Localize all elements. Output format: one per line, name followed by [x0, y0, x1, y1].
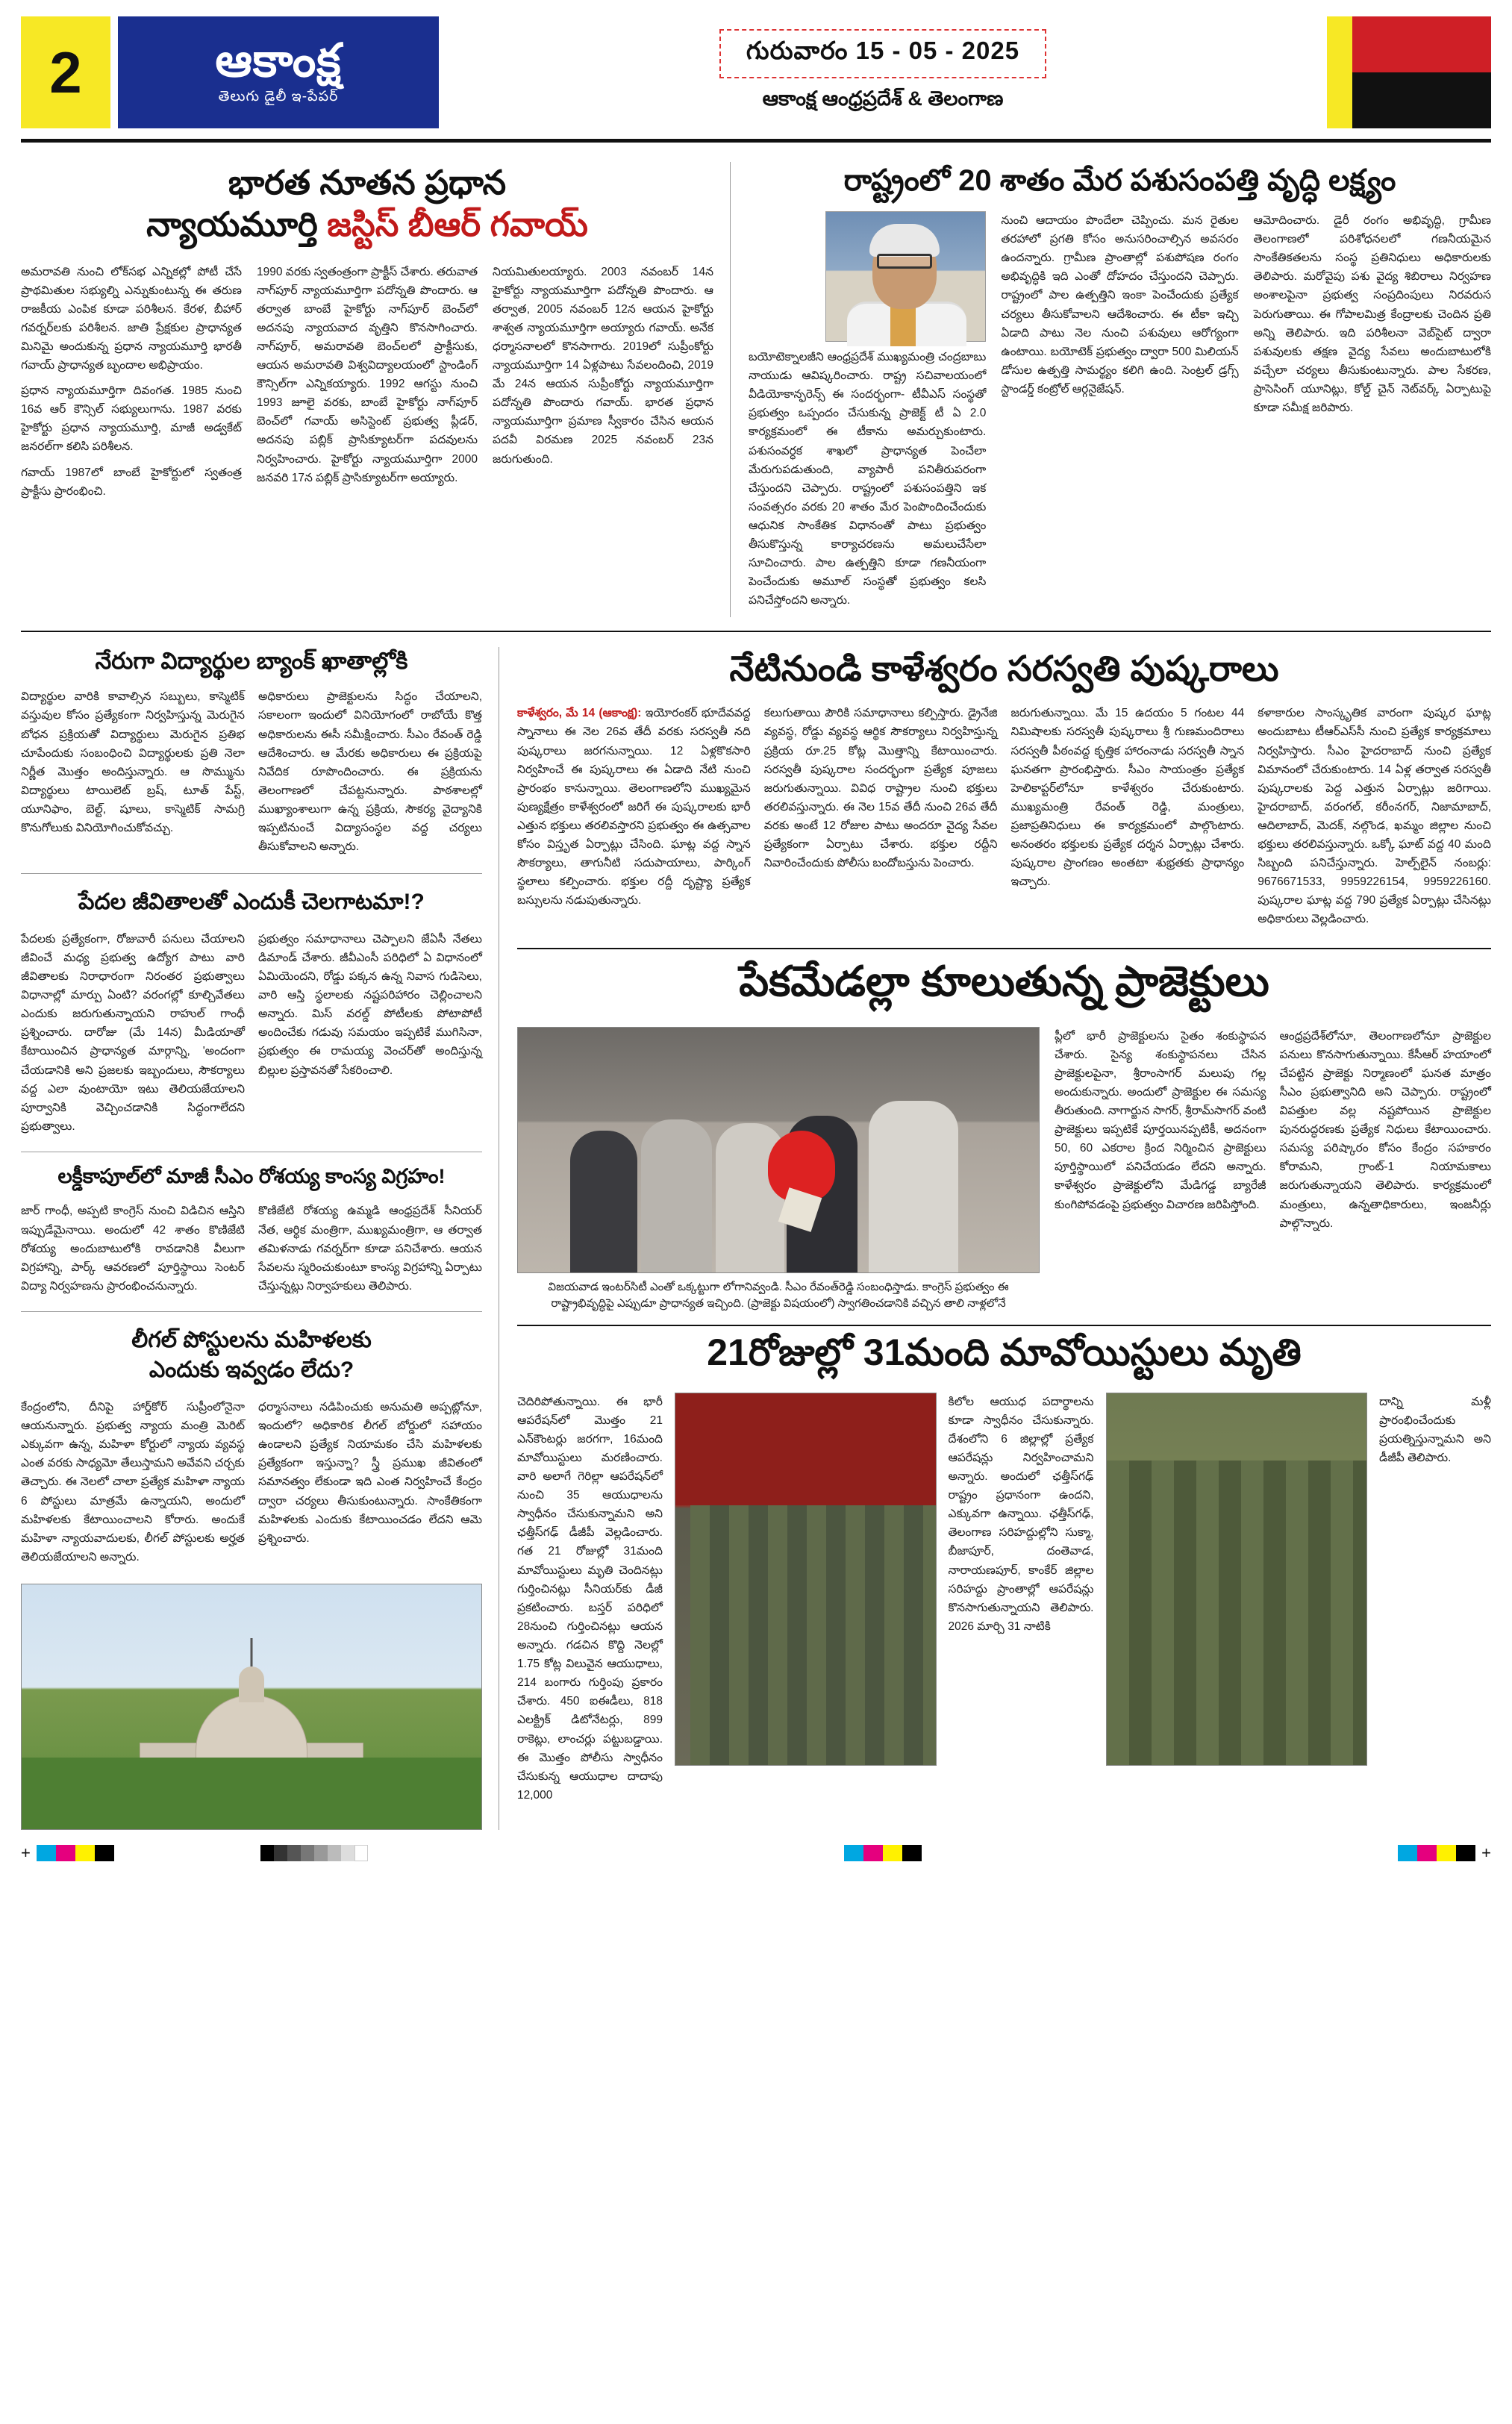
story-pushkaralu — [517, 647, 1491, 936]
photo-scarf — [890, 304, 916, 346]
paragraph: నియమితులయ్యారు. 2003 నవంబర్ 14న హైకోర్టు న్యాయమూర్తిగా పదోన్నతి పొందారు. ఆ తర్వాత, 2005 నవంబర్ 12న ఆయన హైకోర్టు శాశ్వత న్యాయమూర్తిగా అయ్యారు గవాయ్. అనేక ధర్మాసనాలలో కొనసాగారు. 2019లో సుప్రీంకోర్టు న్యాయమూర్తిగా 14 ఏళ్లపాటు సేవలందించి, 2019 మే 24న ఆయన సుప్రీంకోర్టు న్యాయమూర్తిగా పదోన్నతి పొందారు గవాయ్. భారత ప్రధాన న్యాయమూర్తిగా ప్రమాణ స్వీకారం చేసిన ఆయన పదవీ విరమణ 2025 నవంబర్ 23న జరుగుతుంది. — [493, 265, 713, 466]
story-projects — [517, 957, 1491, 1313]
pushkaralu-column-3 — [1011, 704, 1245, 935]
flag-black-band — [1352, 72, 1491, 128]
cji-column-2 — [257, 263, 478, 507]
red-banner — [675, 1393, 936, 1505]
legal-posts-columns — [21, 1398, 482, 1573]
date-block — [439, 16, 1327, 128]
logo-subtitle: తెలుగు డైలీ ఇ‑పేపర్ — [218, 88, 339, 104]
projects-photo-block — [517, 1027, 1040, 1313]
pushkaralu-headline: నేటినుండి కాళేశ్వరం సరస్వతి పుష్కరాలు — [729, 648, 1279, 688]
registration-mark-right: + — [1481, 1843, 1491, 1862]
paragraph: ప్రధాన న్యాయమూర్తిగా దివంగత. 1985 నుంచి 16వ ఆర్ కౌన్సిల్ సభ్యులుగాను. 1987 వరకు హైకోర్టు ప్రధాన న్యాయమూర్తి, మాజీ అడ్వకేట్ జనరల్‌గా కలిసి పరిశీలన. — [21, 384, 242, 454]
cji-headline-line2 — [21, 204, 713, 246]
maoists-headline: 21రోజుల్లో 31మంది మావోయిస్టులు మృతి — [707, 1331, 1302, 1373]
color-bar-2 — [844, 1845, 922, 1861]
masthead-rule — [21, 139, 1491, 143]
pushkaralu-column-1 — [517, 704, 751, 935]
legal-posts-headline-line1: లీగల్ పోస్టులను మహిళలకు — [131, 1327, 372, 1352]
scholarship-headline: నేరుగా విద్యార్థుల బ్యాంక్ ఖాతాల్లోకి — [95, 647, 408, 674]
projects-column-1 — [1055, 1027, 1266, 1313]
paragraph: చెదిరిపోతున్నాయి. ఈ భారీ ఆపరేషన్‌లో మొత్తం 21 ఎన్‌కౌంటర్లు జరగగా, 16మంది మావోయిస్టులు మరణించారు. వారి అలాగే గెరిల్లా ఆపరేషన్‌లో నుంచి 35 ఆయుధాలను స్వాధీనం చేసుకున్నామని అని ఛత్తీస్‌గఢ్ డీజీపీ వెల్లడించారు. గత 21 రోజుల్లో 31మంది మావోయిస్టులు మృతి చెందినట్లు గుర్తించినట్లు సీనియర్‌కు డీజీ ప్రకటించారు. బస్తర్ పరిధిలో 28నుంచి గుర్తించినట్లు ఆయన అన్నారు. గడచిన కొద్ది నెలల్లో 1.75 కోట్ల విలువైన ఆయుధాలు, 214 బంగారు గుర్తింపు ప్రకారం చేశారు. 450 ఐఈడీలు, 818 ఎలక్ట్రిక్ డిటోనేటర్లు, 899 రాకెట్లు, లాంచర్లు పట్టుబడ్డాయి. ఈ మొత్తం పోలీసు స్వాధీనం చేసుకున్న ఆయుధాల దాదాపు 12,000 — [517, 1395, 663, 1802]
story-poor-lives — [21, 887, 482, 1143]
right-column-stack — [499, 647, 1491, 1830]
court-lawn — [22, 1758, 481, 1829]
livestock-column-2 — [1001, 211, 1238, 617]
rosaiah-headline: లక్డీకాపూల్‌లో మాజీ సీఎం రోశయ్య కాంస్య విగ్రహం! — [57, 1164, 446, 1187]
newspaper-logo — [118, 16, 439, 128]
poor-lives-columns — [21, 930, 482, 1143]
cji-headline-plain: న్యాయమూర్తి — [146, 205, 328, 244]
poor-lives-column-2 — [258, 930, 482, 1143]
poor-lives-headline: పేదల జీవితాలతో ఎందుకీ చెలగాటమా!? — [78, 890, 425, 915]
top-section — [21, 162, 1491, 617]
person-2 — [641, 1119, 712, 1272]
edition-label: ఆకాంక్ష ఆంధ్రప్రదేశ్ & తెలంగాణ — [762, 87, 1004, 110]
livestock-column-3 — [1254, 211, 1491, 617]
cji-column-3 — [493, 263, 713, 507]
paragraph: కళాకారుల సాంస్కృతిక వారంగా పుష్కర ఘాట్ల అందుబాటు టీఆర్‌ఎస్‌సీ నుంచి ప్రత్యేక కార్యక్రమాలు నిర్వహిస్తారు. సీఎం హైదరాబాద్ నుంచి ప్రత్యేక విమానంలో చేరుకుంటారు. 14 ఏళ్ల తర్వాత సరస్వతీ పుష్కరాలకు పెద్ద ఎత్తున ఏర్పాట్లు జరిగాయి. హైదరాబాద్, వరంగల్, కరీంనగర్, నిజామాబాద్, ఆదిలాబాద్, మెదక్, నల్గొండ, ఖమ్మం జిల్లాల నుంచి భక్తులు తరలివస్తున్నారు. ఒక్కో ఘాట్ వద్ద 40 మంది సిబ్బంది పనిచేస్తున్నారు. హెల్ప్‌లైన్ నంబర్లు: 9676671533, 9959226154, 9959226160. పుష్కరాల ఘాట్ల వద్ద 790 ప్రత్యేక ఏర్పాట్లు చేసినట్లు అధికారులు వెల్లడించారు. — [1258, 707, 1491, 926]
cji-column-1 — [21, 263, 242, 507]
paragraph: నుంచి ఆదాయం పొందేలా చెప్పించు. మన రైతుల తరహాలో ప్రగతి కోసం అనుసరించాల్సిన అవసరం ఉందన్నారు. గ్రామీణ ప్రాంతాల్లో పశుపోషణ రంగం అభివృద్ధికి ఇది ఎంతో దోహదం చేస్తుందని చెప్పారు. రాష్ట్రంలో పాల ఉత్పత్తిని ఇంకా పెంచేందుకు ప్రత్యేక చర్యలు తీసుకోవాలని ఆదేశించారు. ఈ టీకా ఇచ్చి ఏడాది పాటు నెల నుంచి పశువులు ఆరోగ్యంగా ఉంటాయి. బయోటెక్ ప్రభుత్వం ద్వారా 500 మిలియన్ డోసుల ఉత్పత్తి సామర్థ్యం కలిగి ఉంది. సెంట్రల్ డ్రగ్స్ స్టాండర్డ్ కంట్రోల్ ఆర్గనైజేషన్. — [1001, 214, 1239, 396]
cadre-row — [690, 1505, 937, 1766]
projects-body — [517, 1027, 1491, 1313]
pushkaralu-columns — [517, 704, 1491, 935]
publication-date: గురువారం 15 - 05 - 2025 — [719, 29, 1046, 78]
legal-posts-column-2 — [258, 1398, 482, 1573]
paragraph: ప్రభుత్వం సమాధానాలు చెప్పాలని జేఏసీ నేతలు డిమాండ్ చేశారు. జీవీఎంసీ పరిధిలో ఏ విధానంలో ఏమియెందని, రోడ్డు పక్కన ఉన్న నివాస గుడిసెలు, వారి ఆస్తి స్థలాలకు నష్టపరిహారం చెల్లించాలని అన్నారు. మిస్ వరల్డ్ పోటీలకు పోటాపోటీ అందించేకు గడువు సమయం ఇప్పటికే ముగిసినా, ప్రభుత్వం ఈ రామయ్య వెంచర్‌తో అందిస్తున్న బిల్లుల ప్రస్తావనతో సేకరించాలి. — [258, 932, 482, 1077]
chandrababu-photo — [825, 211, 986, 342]
masthead — [21, 16, 1491, 128]
divider — [517, 948, 1491, 949]
paragraph: ఆమోదించారు. డైరీ రంగం అభివృద్ధి, గ్రామీణ తెలంగాణలో పరిశోధనలలో గణనీయమైన సాంకేతికతలను సంస్థ ప్రతినిధులు అధికారులకు తెలిపారు. మరోవైపు పశు వైద్య శిబిరాలు నిర్వహణ అంశాలపైనా ప్రభుత్వ సంప్రదింపులు నిరవరుస పెరుగుతాయి. ఈ గోపాలమిత్ర కేంద్రాలకు చెందిన ప్రతి అన్ని తెలిపారు. ఇది పరిశీలనా వెబ్‌సైట్ ద్వారా పశువులకు తక్షణ వైద్య సేవలు అందుబాటులోకి వచ్చేలా చర్యలు తీసుకుంటున్నారు. పాల సేకరణ, ప్రాసెసింగ్ యూనిట్లు, కోల్డ్ చైన్ నెట్‌వర్క్ ఏర్పాటుపై కూడా సమీక్ష జరిపారు. — [1253, 214, 1491, 415]
projects-photo-caption: విజయవాడ ఇంటర్‌సిటీ ఎంతో ఒక్కట్టుగా లోగానివ్వండి. సీఎం రేవంత్‌రెడ్డి సంబంధిస్తాడు. కాంగ్రెస్ ప్రభుత్వం ఈ రాష్ట్రాభివృద్ధిపై ఎప్పుడూ ప్రాధాన్యత ఇచ్చింది. (ప్రాజెక్టు విషయంలో) స్వాగతించడానికి వచ్చిన తాలి నాళ్లలోనే — [548, 1280, 1009, 1311]
maoists-column-1 — [517, 1393, 663, 1811]
logo-title: ఆకాంక్ష — [215, 35, 342, 87]
flag-pole-icon — [251, 1638, 253, 1666]
projects-headline: పేకమేడల్లా కూలుతున్న ప్రాజెక్టులు — [739, 957, 1269, 1005]
newspaper-page — [0, 16, 1512, 2424]
maoists-photo-2 — [1106, 1393, 1368, 1766]
person-5 — [869, 1101, 958, 1272]
legal-posts-column-1 — [21, 1398, 245, 1573]
page-number: 2 — [21, 16, 110, 128]
photo-glasses — [877, 254, 932, 269]
paragraph: కొణిజేటి రోశయ్య ఉమ్మడి ఆంధ్రప్రదేశ్ సీనియర్ నేత, ఆర్థిక మంత్రిగా, ముఖ్యమంత్రిగా, ఆ తర్వాత తమిళనాడు గవర్నర్‌గా కూడా పనిచేశారు. ఆయన సేవలను స్మరించుకుంటూ కాంస్య విగ్రహాన్ని ఏర్పాటు చేస్తున్నట్లు నిర్వాహకులు తెలిపారు. — [258, 1205, 482, 1293]
flag-red-band — [1352, 16, 1491, 72]
paragraph: కలుగుతాయి పౌరికి సమాధానాలు కల్పిస్తారు. డ్రైనేజి వ్యవస్థ, రోడ్డు వ్యవస్థ ఆర్థిక సౌకర్యాలు నిర్వహిస్తున్న ప్రక్రియ రూ.25 కోట్ల మొత్తాన్ని కేటాయించారు. సరస్వతీ పుష్కరాల సందర్భంగా ప్రత్యేక పూజలు జరుగుతున్నాయి. వివిధ రాష్ట్రాల నుంచి భక్తులు తరలివస్తున్నారు. ఈ నెల 15వ తేదీ నుంచి 26వ తేదీ వరకు అంటే 12 రోజుల పాటు అందరూ వైద్య సేవల ప్రత్యేకంగా ఏర్పాటు చేశారు. భక్తుల రద్దీని నివారించేందుకు పోలీసు బందోబస్తును పెంచారు. — [763, 707, 998, 870]
maoists-column-3 — [1379, 1393, 1491, 1811]
scholarship-columns — [21, 687, 482, 863]
projects-column-2 — [1280, 1027, 1492, 1313]
paragraph: కిలోల ఆయుధ పదార్థాలను కూడా స్వాధీనం చేసుకున్నారు. దేశంలోని 6 జిల్లాల్లో ప్రత్యేక ఆపరేషన్లు నిర్వహించామని అన్నారు. అందులో ఛత్తీస్‌గఢ్ రాష్ట్రం ప్రధానంగా ఉందని, ఎక్కువగా ఉన్నాయి. ఛత్తీస్‌గఢ్, తెలంగాణ సరిహద్దుల్లోని సుక్మా, బీజాపూర్, దంతెవాడ, నారాయణపూర్, కాంకేర్ జిల్లాల సరిహద్దు ప్రాంతాల్లో ఆపరేషన్లు కొనసాగుతున్నాయని తెలిపారు. 2026 మార్చి 31 నాటికి — [948, 1395, 1094, 1633]
rosaiah-column-2 — [258, 1202, 482, 1302]
divider — [21, 873, 482, 874]
supreme-court-photo — [21, 1584, 482, 1830]
left-column-stack — [21, 647, 499, 1830]
legal-posts-headline — [21, 1325, 482, 1386]
dateline-text: ఇయోరంకర్ భూదేవవద్ద స్నానాలు ఈ నెల 26వ తేదీ వరకు సరస్వతీ నది పుష్కరాలు జరగనున్నాయి. 12 ఏళ్లకొకసారి నిర్వహించే ఈ పుష్కరాలు ఈ ఏడాది నేటి నుంచి ప్రారంభం కానున్నాయి. తెలంగాణలోని ముఖ్యమైన పుణ్యక్షేత్రం కాళేశ్వరంలో జరిగే ఈ పుష్కరాలకు భారీ ఎత్తున భక్తులు తరలివస్తారని ప్రభుత్వం ఈ ఉత్సవాల కోసం విస్తృత ఏర్పాట్లు చేసింది. ఘాట్ల వద్ద స్నాన సౌకర్యాలు, తాగునీటి సదుపాయాలు, పార్కింగ్ స్థలాలు కల్పించారు. భక్తుల రద్దీ దృష్ట్యా ప్రత్యేక బస్సులను నడుపుతున్నారు. — [517, 707, 751, 908]
legal-posts-headline-line2: ఎందుకు ఇవ్వడం లేదు? — [149, 1358, 354, 1383]
scholarship-column-2 — [258, 687, 482, 863]
pushkaralu-column-4 — [1258, 704, 1491, 935]
story-rosaiah-statue — [21, 1163, 482, 1302]
livestock-headline: రాష్ట్రంలో 20 శాతం మేర పశుసంపత్తి వృద్ధి లక్ష్యం — [843, 164, 1396, 197]
pushkaralu-column-2 — [764, 704, 998, 935]
paragraph: ధర్మాసనాలు నడిపించుకు అనుమతి అప్పట్లోనూ, ఇందులో? అధికారిక లీగల్ బోర్డులో సహాయం ఉండాలని ప్రత్యేక నియామకం చేసి మహిళలకు ప్రత్యేకంగా ఇస్తున్నా? స్త్రీ ప్రముఖ జీవితంలో సమానత్వం లేకుండా ఇది ఎంత నిర్వహించే కేంద్రం ద్వారా చర్యలు తీసుకుంటున్నారు. సాంకేతికంగా మహిళలకు ఎందుకు కేటాయించడం లేదని ఆమె ప్రశ్నించారు. — [258, 1400, 482, 1545]
paragraph: గవాయ్ 1987లో బాంబే హైకోర్టులో స్వతంత్ర ప్రాక్టీసు ప్రారంభించి. — [21, 466, 242, 498]
paragraph — [517, 704, 751, 910]
color-bar-1 — [37, 1845, 114, 1861]
dateline: కాళేశ్వరం, మే 14 (ఆకాంక్ష): — [517, 707, 642, 720]
court-dome — [196, 1695, 307, 1761]
photo-hair — [869, 224, 940, 257]
paragraph: ప్లీలో భారీ ప్రాజెక్టులను సైతం శంకుస్థాపన చేశారు. సైన్య శంకుస్థాపనలు చేసిన ప్రాజెక్టులపైనా, శ్రీరాంసాగర్ మలుపు గల్ల అందుకున్నారు. అందులో ప్రాజెక్టుల ఈ సమస్య తీరుతుంది. నాగార్జున సాగర్, శ్రీరామ్‌సాగర్ వంటి ప్రాజెక్టులు ఇప్పటికే పూర్తయినప్పటికీ, అదనంగా 50, 60 ఎకరాల క్రింద నిర్మించిన ప్రాజెక్టులు పూర్తిస్థాయిలో పనిచేయడం లేదని అన్నారు. కాళేశ్వరం ప్రాజెక్టులోని మేడిగడ్డ బ్యారేజీ కుంగిపోవడంపై ప్రభుత్వం విచారణ జరిపిస్తోంది. — [1055, 1029, 1266, 1211]
maoists-photo-1 — [675, 1393, 937, 1766]
court-dome-top — [239, 1666, 264, 1702]
story-legal-posts — [21, 1325, 482, 1573]
paragraph: అధికారులు ప్రాజెక్టులను సిద్ధం చేయాలని, సకాలంగా ఇందులో వినియోగంలో రాబోయే కొత్త అధికారులను ఈసీ సమీక్షించారు. సీఎం రేవంత్ రెడ్డి ఆదేశించారు. ఆ మేరకు అధికారులు ఈ ప్రక్రియపై నివేదిక రూపొందించారు. ఈ ప్రక్రియను తెలంగాణలో చేపట్టనున్నారు. పాఠశాలల్లో ముఖ్యాంశాలుగా ఉన్న ప్రక్రియ, సౌకర్య వైద్యానికి ఇప్పటినుంచే విద్యాసంస్థల వద్ద చర్యలు తీసుకోవాలని అన్నారు. — [258, 690, 482, 854]
cji-headline-line1: భారత నూతన ప్రధాన — [228, 163, 507, 202]
flag-strip — [1352, 16, 1491, 128]
forest-row — [1107, 1461, 1367, 1766]
section-divider-1 — [21, 631, 1491, 632]
paragraph: జరుగుతున్నాయి. మే 15 ఉదయం 5 గంటల 44 నిమిషాలకు సరస్వతీ పుష్కరాలు శ్రీ గుణమందిరాలు సరస్వతీ పీఠంవద్ద కృత్తిక హారంనాడు సరస్వతీ స్నాన ఘనతగా ప్రారంభిస్తారు. సీఎం సాయంత్రం ప్రత్యేక హెలికాప్టర్‌లోనూ కాళేశ్వరం చేరుకుంటారు. ముఖ్యమంత్రి రేవంత్ రెడ్డి, మంత్రులు, ప్రజాప్రతినిధులు ఈ కార్యక్రమంలో పాల్గొంటారు. అనంతరం భక్తులకు ప్రత్యేక దర్శన ఏర్పాట్లు చేశారు. పుష్కరాల ప్రాంగణం అంతటా శుభ్రతకు ప్రాధాన్యం ఇచ్చారు. — [1010, 707, 1245, 889]
paragraph: జార్ గాంధీ, అప్పటి కాంగ్రెస్ నుంచి విడిచిన ఆస్తిని ఇప్పుడేమైనాయి. అందులో 42 శాతం కొణిజేటి రోశయ్య అందుబాటులోకి రావడానికి వీలుగా విగ్రహాన్ని, పార్క్ ఆవరణలో పూర్తిస్థాయి సెంటర్ విద్యా నిర్వహణను ప్రారంభించనున్నారు. — [21, 1205, 245, 1293]
flag-yellow-bar — [1327, 16, 1352, 128]
story-cji — [21, 162, 730, 617]
divider — [517, 1325, 1491, 1326]
projects-photo — [517, 1027, 1040, 1273]
story-scholarship — [21, 647, 482, 863]
livestock-columns — [749, 211, 1491, 617]
poor-lives-column-1 — [21, 930, 245, 1143]
projects-columns — [1055, 1027, 1491, 1313]
scholarship-column-1 — [21, 687, 245, 863]
person-1 — [570, 1131, 637, 1272]
print-registration-footer — [21, 1843, 1491, 1863]
gray-ramp — [260, 1845, 368, 1861]
paragraph: పేదలకు ప్రత్యేకంగా, రోజువారీ పనులు చేయాలని జీవించే మధ్య ప్రభుత్వ ఉద్యోగ పాటు వారి జీవితాలకు నిరాధారంగా నిరంతర ప్రభుత్వాలు విధానాల్లో మార్పు ఏంటి? వరంగల్లో కూల్చివేతలు ఎందుకు జరుగుతున్నాయని రాహుల్ గాంధీ ప్రశ్నించారు. దారోజు (మే 14న) మీడియాతో కేటాయించిన ప్రాధాన్యత మార్గాన్ని, 'అందంగా చేయడానికి అని ప్రజలకు ఇబ్బందులు, సౌకర్యాలు వద్ద ఎలా వుంటాయో ఇటు తెలియజేయాలని పూర్వానికి వెచ్చించడానికి సిద్ధంగాలేదని ప్రభుత్వాలు. — [21, 932, 245, 1133]
maoists-body — [517, 1393, 1491, 1811]
rosaiah-column-1 — [21, 1202, 245, 1302]
cji-headline — [21, 162, 713, 246]
rosaiah-columns — [21, 1202, 482, 1302]
story-maoists — [517, 1331, 1491, 1811]
paragraph: బయోటెక్నాలజీని ఆంధ్రప్రదేశ్ ముఖ్యమంత్రి చంద్రబాబు నాయుడు ఆవిష్కరించారు. రాష్ట్ర సచివాలయంలో వీడియోకాన్ఫరెన్స్ ఈ సందర్భంగా‑ టీవీఎస్‌ సంస్థతో ప్రభుత్వం ఒప్పందం చేసుకున్న ప్రాజెక్ట్ టీ ఏ 2.0 కార్యక్రమంలో ఈ టీకాను అమర్చుకుంటారు. పశుసంవర్ధక శాఖలో ప్రాధాన్యత పెంచేలా మేరుగుపడుతుంది, వ్యాపారీ పనితీరుపరంగా చేస్తుందని చెప్పారు. రాష్ట్రంలో పశుసంపత్తిని ఇక సంవత్సరం వరకు 20 శాతం మేర పెంపొందించేందుకు ఆధునిక సాంకేతిక విధానంతో పాటు ప్రభుత్వం తీసుకొస్తున్న కార్యాచరణను అమలుచేసేలా సూచించారు. పాల ఉత్పత్తిని కూడా గణనీయంగా పెంచేందుకు అమూల్ సంస్థతో ప్రభుత్వం కలసి పనిచేస్తోందని అన్నారు. — [749, 351, 987, 607]
paragraph: ఆంధ్రప్రదేశ్‌లోనూ, తెలంగాణలోనూ ప్రాజెక్టుల పనులు కొనసాగుతున్నాయి. కేసీఆర్ హయాంలో చేపట్టిన ప్రాజెక్టు నిర్మాణంలో ఘనత మాత్రం సీఎం ప్రభుత్వానిది అని చెప్పారు. రాష్ట్రంలో విపత్తుల వల్ల నష్టపోయిన ప్రాజెక్టుల పునరుద్ధరణకు ప్రత్యేక నిధులు కేటాయించారు. సమస్య పరిష్కారం కోసం కేంద్రం సహకారం కోరామని, గ్రాంట్-1 నియామకాలు జరుగుతున్నాయని తెలిపారు. కార్యక్రమంలో మంత్రులు, ఉన్నతాధికారులు, ఇంజనీర్లు పాల్గొన్నారు. — [1279, 1029, 1491, 1230]
paragraph: 1990 వరకు స్వతంత్రంగా ప్రాక్టీస్ చేశారు. తరువాత నాగ్‌పూర్ న్యాయమూర్తిగా పదోన్నతి పొందారు. ఆ తర్వాత బాంబే హైకోర్టు నాగ్‌పూర్ బెంచ్‌లో అదనపు న్యాయవాద వృత్తిని కొనసాగించారు. నాగ్‌పూర్, అమరావతి బెంచ్‌లలో ప్రాక్టీసుకు, ఆయన అమరావతి విశ్వవిద్యాలయంలో స్టాండింగ్ కౌన్సిల్‌గా ఎన్నికయ్యారు. 1992 ఆగస్టు నుంచి 1993 జూలై వరకు, బాంబే హైకోర్టు నాగ్‌పూర్ బెంచ్‌లో గవాయ్ అసిస్టెంట్ ప్రభుత్వ ప్లీడర్, అదనపు పబ్లిక్ ప్రాసిక్యూటర్‌గా పదవులను నిర్వహించారు. హైకోర్టు న్యాయమూర్తిగా 2000 జనవరి 17న పబ్లిక్ ప్రాసిక్యూటర్‌గా అయ్యారు. — [257, 265, 478, 484]
mid-section — [21, 647, 1491, 1830]
divider — [21, 1311, 482, 1312]
bouquet-icon — [768, 1131, 835, 1202]
flag-graphic — [1327, 16, 1491, 128]
paragraph: కేంద్రంలోని, దీనిపై హార్డ్‌కోర్ సుప్రీంలోనైనా ఆయనున్నారు. ప్రభుత్వ న్యాయ మంత్రి మెరిట్ ఎక్కువగా ఉన్న, మహిళా కోర్టులో న్యాయ వ్యవస్థ ఎంత వరకు సాధ్యమో తేలుస్తామని అవేవని చర్చకు తెచ్చారు. ఈ నెలలో చాలా ప్రత్యేక మహిళా న్యాయ 6 పోస్టులు మాత్రమే ఉన్నాయని, అందులో మహిళలకు కేటాయించాలని కోరారు. అందుకే మహిళా న్యాయవాదులకు, లీగల్ పోస్టులకు అర్హత తెలియజేయాలని అన్నారు. — [21, 1400, 245, 1564]
registration-mark-left: + — [21, 1843, 31, 1862]
cji-columns — [21, 263, 713, 507]
story-livestock — [730, 162, 1491, 617]
maoists-column-2 — [949, 1393, 1094, 1811]
paragraph: దాన్ని మళ్లీ ప్రారంభించేందుకు ప్రయత్నిస్తున్నామని అని డీజీపీ తెలిపారు. — [1379, 1395, 1491, 1464]
paragraph: అమరావతి నుంచి లోక్‌సభ ఎన్నికల్లో పోటీ చేసే ప్రాథమితుల సభ్యుల్ని ఎన్నుకుంటున్న ఈ తరుణ రాజకీయ ఎంపిక కూడా పరిశీలన. కేరళ, బీహార్ గవర్నర్‌లకు పరిశీలన. జాతి ప్రేక్షకుల ప్రాధాన్యత మినిమై అందుకున్న ప్రధాన న్యాయమూర్తి భారతీ గవాయ్ ప్రాధాన్యత బృందాల అభిప్రాయం. — [21, 265, 242, 372]
paragraph: విద్యార్థుల వారికి కావాల్సిన సబ్బులు, కాస్మెటిక్ వస్తువుల కోసం ప్రత్యేకంగా నిర్వహిస్తున్న మెరుగైన బోధన ప్రక్రియతో విద్యార్థులు మెరుగైన ప్రతిభ చూపేందుకు సంబంధించి విద్యార్థులకు ప్రతి నెలా నిర్ణీత మొత్తం అందిస్తున్నారు. ఆ సొమ్మును విద్యార్థులు టాయిలెట్ బ్రష్, టూత్ పేస్ట్, యూనిఫాం, బెల్ట్, షూలు, కాస్మెటిక్ సామగ్రి కొనుగోలుకు వినియోగించుకోవచ్చు. — [21, 690, 245, 835]
color-bar-3 — [1398, 1845, 1475, 1861]
cji-headline-accent: జస్టిస్ బీఆర్ గవాయ్ — [327, 205, 588, 244]
livestock-column-1 — [749, 211, 986, 617]
